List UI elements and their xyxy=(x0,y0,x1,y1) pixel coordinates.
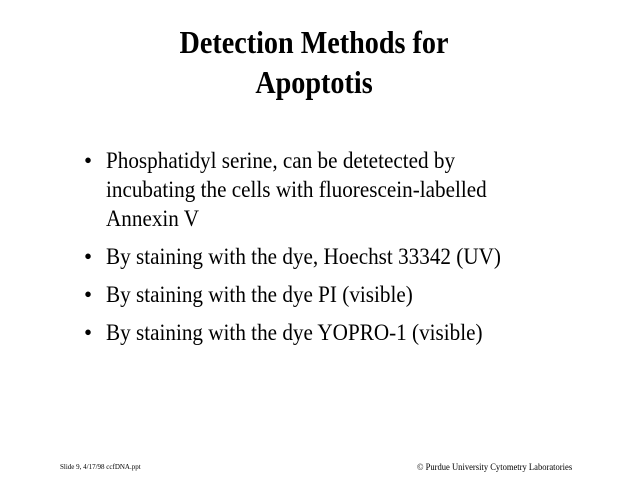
bullet-text: By staining with the dye, Hoechst 33342 (UV) xyxy=(106,244,501,269)
bullet-marker: • xyxy=(84,282,93,307)
bullet-item xyxy=(84,318,624,347)
bullet-marker: • xyxy=(84,244,93,269)
bullet-item xyxy=(84,242,624,271)
bullet-marker: • xyxy=(84,320,93,345)
bullet-item xyxy=(84,146,624,233)
bullet-item xyxy=(84,280,624,309)
bullet-list xyxy=(84,146,624,356)
slide-title xyxy=(38,22,591,102)
slide-footer-file-info: Slide 9, 4/17/98 ccfDNA.ppt xyxy=(60,463,141,471)
slide-footer-copyright: © Purdue University Cytometry Laboratories xyxy=(417,463,573,473)
slide-title-line-1: Detection Methods for xyxy=(179,24,449,60)
bullet-text: By staining with the dye PI (visible) xyxy=(106,282,413,307)
bullet-text: By staining with the dye YOPRO-1 (visible) xyxy=(106,320,483,345)
bullet-marker: • xyxy=(84,148,93,173)
slide-title-line-2: Apoptotis xyxy=(255,64,373,100)
bullet-text: Phosphatidyl serine, can be detetected by incubating the cells with fluorescein-labelled Annexin V xyxy=(106,148,487,231)
